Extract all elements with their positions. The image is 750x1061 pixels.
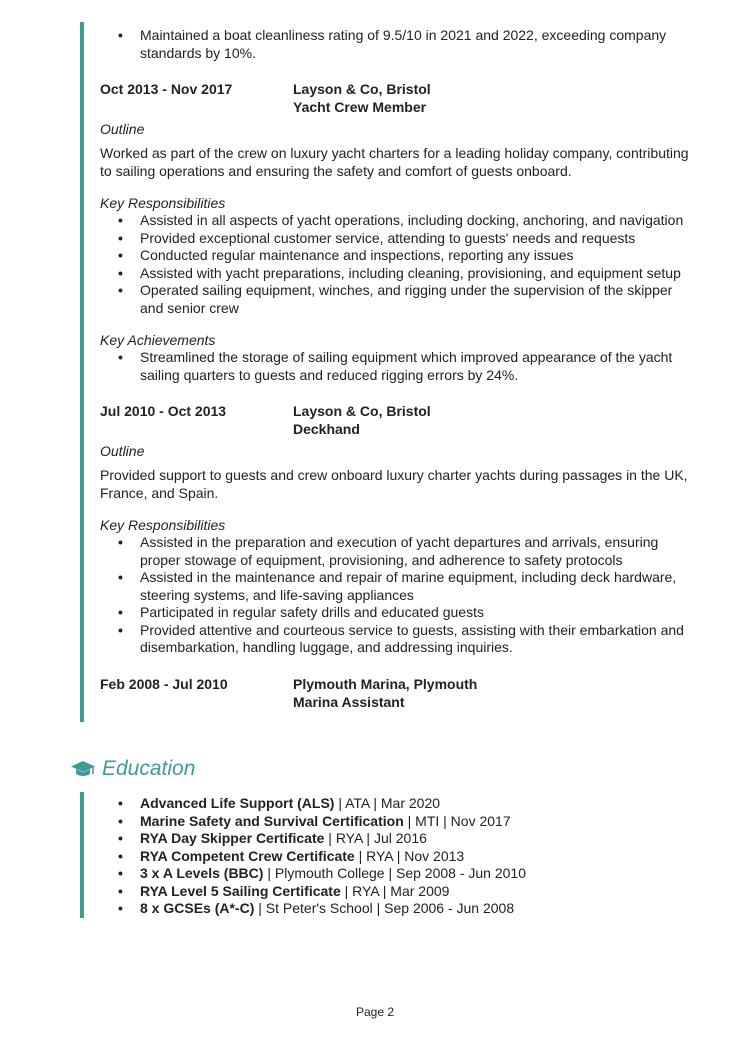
list-item: • 8 x GCSEs (A*-C) | St Peter's School | Sep 2006 - Jun 2008 xyxy=(100,900,690,918)
responsibilities-list xyxy=(100,212,690,317)
job-company: Layson & Co, Bristol xyxy=(293,403,431,419)
responsibilities-list xyxy=(100,534,690,657)
section-title-education xyxy=(70,756,195,782)
outline-text: Provided support to guests and crew onboard luxury charter yachts during passages in the UK, France, and Spain. xyxy=(100,467,688,501)
list-item: • Advanced Life Support (ALS) | ATA | Mar 2020 xyxy=(100,795,690,813)
outline-label: Outline xyxy=(100,121,145,137)
job-company: Layson & Co, Bristol xyxy=(293,81,431,97)
list-item: • Conducted regular maintenance and inspections, reporting any issues xyxy=(100,247,690,265)
job-role: Marina Assistant xyxy=(293,693,405,710)
job-dates: Feb 2008 - Jul 2010 xyxy=(100,675,228,692)
outline-text: Worked as part of the crew on luxury yacht charters for a leading holiday company, contributing to sailing operations and ensuring the safety and comfort of guests onboard. xyxy=(100,145,689,179)
list-item: • Marine Safety and Survival Certification | MTI | Nov 2017 xyxy=(100,813,690,831)
job-company: Plymouth Marina, Plymouth xyxy=(293,675,478,692)
list-item: • Assisted in the preparation and execution of yacht departures and arrivals, ensuring proper stowage of equipment, provisioning, and adherence to safety protocols xyxy=(100,534,690,569)
job-role: Yacht Crew Member xyxy=(293,99,427,115)
list-item: • Streamlined the storage of sailing equipment which improved appearance of the yacht sailing quarters to guests and reduced rigging errors by 24%. xyxy=(100,349,690,384)
section-title-text: Education xyxy=(102,757,196,780)
previous-job-achievements xyxy=(100,27,690,62)
responsibilities-label: Key Responsibilities xyxy=(100,517,226,533)
list-item: • Assisted in the maintenance and repair of marine equipment, including deck hardware, steering systems, and life-saving appliances xyxy=(100,569,690,604)
achievements-label: Key Achievements xyxy=(100,332,216,348)
list-item: • Provided exceptional customer service, attending to guests' needs and requests xyxy=(100,230,690,248)
list-item: • Maintained a boat cleanliness rating of 9.5/10 in 2021 and 2022, exceeding company standards by 10%. xyxy=(100,27,690,62)
education-section xyxy=(80,792,690,918)
list-item: • RYA Level 5 Sailing Certificate | RYA | Mar 2009 xyxy=(100,883,690,901)
education-list xyxy=(100,792,690,918)
job-company-role xyxy=(293,80,431,116)
job-header xyxy=(100,80,690,116)
job-header xyxy=(100,402,690,438)
list-item: • RYA Day Skipper Certificate | RYA | Jul 2016 xyxy=(100,830,690,848)
job-dates: Oct 2013 - Nov 2017 xyxy=(100,81,233,97)
page-number: Page 2 xyxy=(355,1005,395,1019)
graduation-cap-icon xyxy=(70,759,96,779)
list-item: • Participated in regular safety drills and educated guests xyxy=(100,604,690,622)
job-company-role xyxy=(293,675,477,711)
achievements-list xyxy=(100,349,690,384)
job-company-role xyxy=(293,402,431,438)
job-dates: Jul 2010 - Oct 2013 xyxy=(100,403,227,419)
job-role: Deckhand xyxy=(293,421,360,437)
list-item: • Assisted with yacht preparations, including cleaning, provisioning, and equipment setup xyxy=(100,265,690,283)
list-item: • Operated sailing equipment, winches, and rigging under the supervision of the skipper and senior crew xyxy=(100,282,690,317)
list-item: • Provided attentive and courteous service to guests, assisting with their embarkation and disembarkation, handling luggage, and addressing inquiries. xyxy=(100,622,690,657)
experience-section xyxy=(80,22,690,722)
list-item: • Assisted in all aspects of yacht operations, including docking, anchoring, and navigation xyxy=(100,212,690,230)
outline-label: Outline xyxy=(100,443,145,459)
list-item: • 3 x A Levels (BBC) | Plymouth College | Sep 2008 - Jun 2010 xyxy=(100,865,690,883)
job-header xyxy=(100,675,690,711)
responsibilities-label: Key Responsibilities xyxy=(100,195,226,211)
list-item: • RYA Competent Crew Certificate | RYA | Nov 2013 xyxy=(100,848,690,866)
